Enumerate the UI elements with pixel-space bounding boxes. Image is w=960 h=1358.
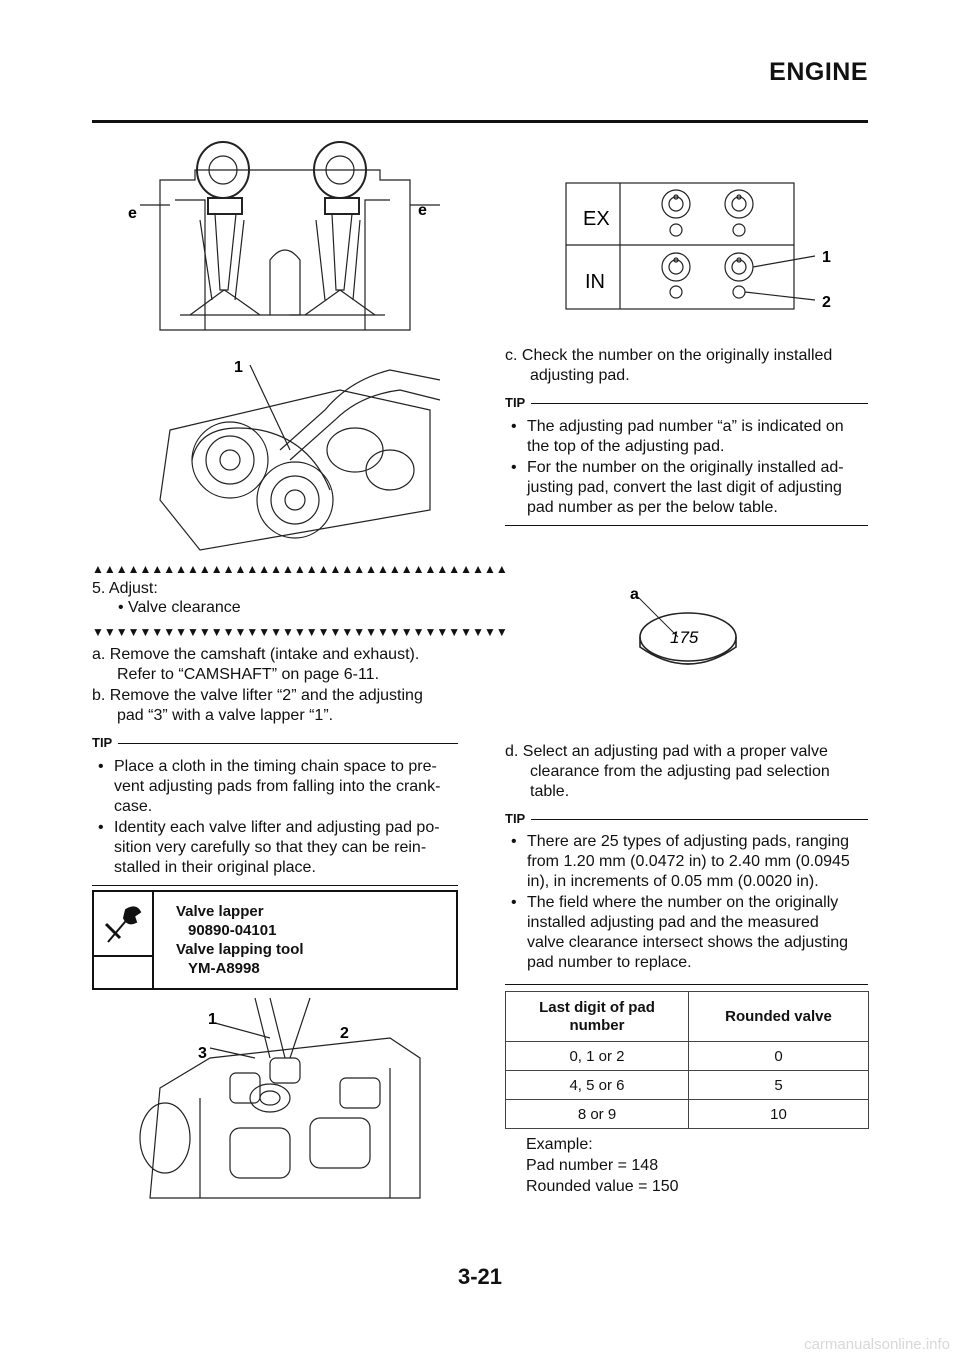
step-c-line1: c. Check the number on the originally installed	[505, 347, 833, 364]
example-rounded-value: Rounded value = 150	[526, 1178, 679, 1195]
lapper-callout-1: 1	[208, 1011, 217, 1028]
tip-header-right-2: TIP	[505, 811, 868, 826]
tool-name-1: Valve lapper	[176, 903, 264, 920]
tip-item: • The field where the number on the originally installed adjusting pad and the measured valve clearance intersect shows the adjusting pad number to replace.	[505, 893, 871, 973]
step-d-line1: d. Select an adjusting pad with a proper valve	[505, 743, 828, 760]
end-marker: ▼▼▼▼▼▼▼▼▼▼▼▼▼▼▼▼▼▼▼▼▼▼▼▼▼▼▼▼▼▼▼▼▼▼▼	[92, 625, 508, 639]
table-row: 0, 1 or 2 0	[506, 1042, 869, 1071]
lapper-callout-2: 2	[340, 1025, 349, 1042]
tool-code-1: 90890-04101	[188, 922, 277, 939]
valve-lapper-figure	[120, 998, 450, 1208]
lapper-callout-3: 3	[198, 1045, 207, 1062]
clearance-label-left: e	[128, 205, 137, 222]
step-5-item: • Valve clearance	[118, 599, 241, 616]
watermark: carmanualsonline.info	[804, 1336, 950, 1353]
tip-list-right-1	[505, 417, 871, 518]
valve-clearance-figure	[120, 140, 450, 345]
table-header-last-digit: Last digit of pad number	[506, 992, 689, 1042]
step-b-line1: b. Remove the valve lifter “2” and the adjusting	[92, 687, 423, 704]
step-c-line2: adjusting pad.	[530, 367, 630, 384]
begin-marker: ▲▲▲▲▲▲▲▲▲▲▲▲▲▲▲▲▲▲▲▲▲▲▲▲▲▲▲▲▲▲▲▲▲▲▲	[92, 562, 508, 576]
step-5: 5. Adjust:	[92, 580, 158, 597]
tip-item: • For the number on the originally installed ad- justing pad, convert the last digit of adjusting pad number as per the below table.	[505, 458, 871, 518]
tip-end-rule	[92, 885, 458, 886]
pad-number-marking: 175	[670, 628, 699, 647]
step-d-line3: table.	[530, 783, 570, 800]
example-pad-number: Pad number = 148	[526, 1157, 659, 1174]
section-title: ENGINE	[769, 58, 868, 86]
table-row: 4, 5 or 6 5	[506, 1071, 869, 1100]
cam-chain-cloth-figure	[140, 350, 450, 555]
step-a-line1: a. Remove the camshaft (intake and exhaust).	[92, 646, 420, 663]
table-row: 8 or 9 10	[506, 1100, 869, 1129]
tip-list-right-2	[505, 832, 871, 973]
intake-row-label: IN	[585, 271, 605, 293]
clearance-label-right: e	[418, 202, 427, 219]
tip-end-rule	[505, 525, 868, 526]
header-rule	[92, 120, 868, 123]
pad-grid-callout-1: 1	[822, 249, 831, 266]
tip-end-rule	[505, 984, 868, 985]
adjusting-pad-figure	[620, 585, 760, 685]
tip-item: • The adjusting pad number “a” is indicated on the top of the adjusting pad.	[505, 417, 871, 457]
table-header-rounded: Rounded valve	[689, 992, 869, 1042]
tip-list-left	[92, 757, 462, 878]
pad-position-diagram	[565, 182, 850, 312]
table-header-row	[506, 992, 869, 1042]
rounding-table	[505, 991, 869, 1129]
page-number: 3-21	[457, 1264, 503, 1289]
exhaust-row-label: EX	[583, 208, 610, 230]
tool-code-2: YM-A8998	[188, 960, 260, 977]
tip-label: TIP	[92, 735, 113, 750]
step-d-line2: clearance from the adjusting pad selection	[530, 763, 830, 780]
wrench-icon	[102, 902, 144, 948]
special-tool-box	[92, 890, 458, 990]
cloth-callout: 1	[234, 359, 243, 376]
step-b-line2: pad “3” with a valve lapper “1”.	[117, 707, 334, 724]
tip-item: • There are 25 types of adjusting pads, ranging from 1.20 mm (0.0472 in) to 2.40 mm (0.0945 in), in increments of 0.05 mm (0.0020 in).	[505, 832, 871, 892]
tip-header-right-1: TIP	[505, 395, 868, 410]
pad-grid-callout-2: 2	[822, 294, 831, 311]
tip-item: • Place a cloth in the timing chain space to pre- vent adjusting pads from falling into the crank- case.	[92, 757, 462, 817]
pad-number-callout: a	[630, 586, 639, 603]
step-a-line2: Refer to “CAMSHAFT” on page 6-11.	[117, 666, 380, 683]
tip-header-left	[92, 735, 458, 750]
tool-name-2: Valve lapping tool	[176, 941, 304, 958]
tip-item: • Identity each valve lifter and adjusting pad po- sition very carefully so that they can be rein- stalled in their original place.	[92, 818, 462, 878]
example-label: Example:	[526, 1136, 593, 1153]
